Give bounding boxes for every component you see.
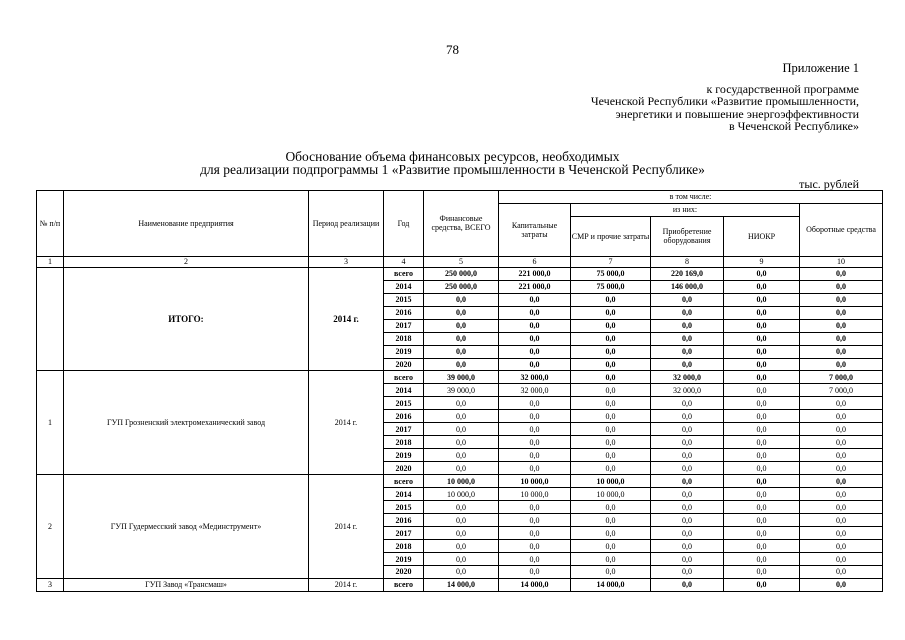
page-number: 78 — [446, 42, 459, 57]
value-cell: 10 000,0 — [424, 475, 499, 488]
year-cell: 2015 — [384, 397, 424, 410]
value-cell: 0,0 — [800, 319, 883, 332]
value-cell: 0,0 — [724, 488, 800, 501]
header-of-which: из них: — [571, 203, 800, 216]
value-cell: 0,0 — [424, 410, 499, 423]
enterprise-name: ГУП Завод «Трансмаш» — [64, 578, 309, 591]
table-row — [37, 371, 883, 384]
value-cell: 0,0 — [571, 410, 651, 423]
value-cell: 0,0 — [724, 566, 800, 579]
value-cell: 0,0 — [424, 553, 499, 566]
value-cell: 0,0 — [800, 410, 883, 423]
value-cell: 0,0 — [724, 293, 800, 306]
value-cell: 0,0 — [571, 436, 651, 449]
row-number: 3 — [37, 578, 64, 591]
header-niokr: НИОКР — [724, 216, 800, 256]
value-cell: 0,0 — [724, 527, 800, 540]
value-cell: 0,0 — [724, 345, 800, 358]
value-cell: 7 000,0 — [800, 384, 883, 397]
value-cell: 0,0 — [800, 501, 883, 514]
year-cell: всего — [384, 578, 424, 591]
value-cell: 0,0 — [651, 436, 724, 449]
value-cell: 0,0 — [800, 306, 883, 319]
value-cell: 0,0 — [571, 397, 651, 410]
value-cell: 0,0 — [800, 578, 883, 591]
year-cell: 2014 — [384, 280, 424, 293]
value-cell: 0,0 — [499, 501, 571, 514]
value-cell: 14 000,0 — [424, 578, 499, 591]
value-cell: 0,0 — [651, 332, 724, 345]
header-name: Наименование предприятия — [64, 191, 309, 257]
year-cell: всего — [384, 267, 424, 280]
value-cell: 10 000,0 — [424, 488, 499, 501]
value-cell: 0,0 — [424, 332, 499, 345]
year-cell: 2020 — [384, 358, 424, 371]
value-cell: 0,0 — [499, 319, 571, 332]
value-cell: 0,0 — [571, 527, 651, 540]
value-cell: 250 000,0 — [424, 280, 499, 293]
year-cell: 2016 — [384, 410, 424, 423]
value-cell: 0,0 — [800, 397, 883, 410]
value-cell: 0,0 — [424, 501, 499, 514]
value-cell: 0,0 — [571, 462, 651, 475]
year-cell: 2020 — [384, 566, 424, 579]
period-cell: 2014 г. — [309, 267, 384, 371]
appendix-note — [591, 62, 859, 133]
value-cell: 32 000,0 — [651, 384, 724, 397]
value-cell: 0,0 — [651, 358, 724, 371]
value-cell: 0,0 — [724, 397, 800, 410]
value-cell: 0,0 — [571, 449, 651, 462]
value-cell: 0,0 — [800, 267, 883, 280]
enterprise-name: ГУП Грозненский электромеханический завод — [64, 371, 309, 475]
year-cell: 2016 — [384, 514, 424, 527]
value-cell: 0,0 — [571, 293, 651, 306]
column-number: 1 — [37, 256, 64, 267]
value-cell: 0,0 — [800, 462, 883, 475]
value-cell: 0,0 — [800, 436, 883, 449]
header-working: Оборотные средства — [800, 203, 883, 256]
value-cell: 0,0 — [724, 501, 800, 514]
value-cell: 220 169,0 — [651, 267, 724, 280]
value-cell: 0,0 — [651, 488, 724, 501]
value-cell: 32 000,0 — [651, 371, 724, 384]
column-number: 7 — [571, 256, 651, 267]
header-capital: Капитальные затраты — [499, 203, 571, 256]
value-cell: 0,0 — [800, 553, 883, 566]
value-cell: 0,0 — [571, 345, 651, 358]
value-cell: 0,0 — [424, 397, 499, 410]
value-cell: 0,0 — [651, 449, 724, 462]
year-cell: 2017 — [384, 527, 424, 540]
value-cell: 75 000,0 — [571, 280, 651, 293]
appendix-line: Чеченской Республики «Развитие промышленности, — [590, 94, 859, 108]
header-num: № п/п — [37, 191, 64, 257]
value-cell: 0,0 — [651, 553, 724, 566]
column-number: 9 — [724, 256, 800, 267]
value-cell: 0,0 — [800, 280, 883, 293]
value-cell: 0,0 — [424, 423, 499, 436]
value-cell: 0,0 — [571, 566, 651, 579]
value-cell: 146 000,0 — [651, 280, 724, 293]
year-cell: 2015 — [384, 293, 424, 306]
value-cell: 39 000,0 — [424, 371, 499, 384]
value-cell: 0,0 — [424, 345, 499, 358]
value-cell: 0,0 — [724, 280, 800, 293]
value-cell: 0,0 — [424, 462, 499, 475]
value-cell: 0,0 — [499, 358, 571, 371]
value-cell: 0,0 — [800, 449, 883, 462]
value-cell: 0,0 — [571, 371, 651, 384]
value-cell: 0,0 — [424, 306, 499, 319]
value-cell: 0,0 — [499, 436, 571, 449]
column-number: 2 — [64, 256, 309, 267]
header-including: в том числе: — [499, 191, 883, 204]
column-number: 4 — [384, 256, 424, 267]
value-cell: 32 000,0 — [499, 371, 571, 384]
value-cell: 0,0 — [724, 410, 800, 423]
value-cell: 0,0 — [724, 436, 800, 449]
value-cell: 0,0 — [724, 553, 800, 566]
value-cell: 7 000,0 — [800, 371, 883, 384]
value-cell: 0,0 — [800, 566, 883, 579]
year-cell: 2019 — [384, 345, 424, 358]
value-cell: 0,0 — [499, 540, 571, 553]
value-cell: 0,0 — [724, 423, 800, 436]
value-cell: 0,0 — [499, 293, 571, 306]
header-period: Период реализации — [309, 191, 384, 257]
value-cell: 0,0 — [724, 319, 800, 332]
value-cell: 0,0 — [651, 293, 724, 306]
value-cell: 0,0 — [724, 514, 800, 527]
header-equipment: Приобретение оборудования — [651, 216, 724, 256]
value-cell: 0,0 — [800, 540, 883, 553]
header-year: Год — [384, 191, 424, 257]
year-cell: 2020 — [384, 462, 424, 475]
row-number: 1 — [37, 371, 64, 475]
year-cell: 2017 — [384, 423, 424, 436]
table-row — [37, 578, 883, 591]
period-cell: 2014 г. — [309, 475, 384, 579]
appendix-line: в Чеченской Республике» — [728, 119, 859, 133]
value-cell: 0,0 — [651, 306, 724, 319]
value-cell: 0,0 — [424, 540, 499, 553]
value-cell: 32 000,0 — [499, 384, 571, 397]
value-cell: 39 000,0 — [424, 384, 499, 397]
period-cell: 2014 г. — [309, 578, 384, 591]
value-cell: 0,0 — [651, 578, 724, 591]
year-cell: 2016 — [384, 306, 424, 319]
value-cell: 10 000,0 — [499, 488, 571, 501]
units-label: тыс. рублей — [799, 177, 859, 191]
value-cell: 0,0 — [724, 475, 800, 488]
column-number: 8 — [651, 256, 724, 267]
value-cell: 14 000,0 — [571, 578, 651, 591]
value-cell: 0,0 — [424, 358, 499, 371]
value-cell: 0,0 — [651, 410, 724, 423]
appendix-line: к государственной программе — [706, 81, 859, 96]
value-cell: 0,0 — [651, 501, 724, 514]
table-row — [37, 475, 883, 488]
value-cell: 0,0 — [424, 527, 499, 540]
value-cell: 0,0 — [800, 332, 883, 345]
value-cell: 0,0 — [724, 267, 800, 280]
value-cell: 0,0 — [800, 293, 883, 306]
year-cell: 2019 — [384, 553, 424, 566]
value-cell: 14 000,0 — [499, 578, 571, 591]
document-title — [0, 150, 905, 176]
value-cell: 0,0 — [800, 423, 883, 436]
row-number: 2 — [37, 475, 64, 579]
value-cell: 0,0 — [724, 462, 800, 475]
value-cell: 0,0 — [724, 449, 800, 462]
value-cell: 0,0 — [651, 397, 724, 410]
year-cell: 2014 — [384, 488, 424, 501]
value-cell: 0,0 — [724, 332, 800, 345]
header-total: Финансовые средства, ВСЕГО — [424, 191, 499, 257]
value-cell: 0,0 — [724, 358, 800, 371]
finance-table — [36, 190, 883, 592]
column-number: 6 — [499, 256, 571, 267]
value-cell: 0,0 — [571, 423, 651, 436]
value-cell: 0,0 — [499, 306, 571, 319]
value-cell: 0,0 — [651, 540, 724, 553]
value-cell: 0,0 — [651, 475, 724, 488]
value-cell: 0,0 — [424, 319, 499, 332]
year-cell: 2017 — [384, 319, 424, 332]
value-cell: 0,0 — [571, 540, 651, 553]
value-cell: 221 000,0 — [499, 280, 571, 293]
value-cell: 0,0 — [499, 397, 571, 410]
value-cell: 0,0 — [651, 345, 724, 358]
value-cell: 0,0 — [499, 449, 571, 462]
value-cell: 0,0 — [724, 540, 800, 553]
value-cell: 0,0 — [571, 319, 651, 332]
value-cell: 0,0 — [800, 345, 883, 358]
value-cell: 0,0 — [571, 553, 651, 566]
value-cell: 0,0 — [424, 449, 499, 462]
value-cell: 0,0 — [499, 553, 571, 566]
value-cell: 250 000,0 — [424, 267, 499, 280]
value-cell: 0,0 — [499, 566, 571, 579]
title-line-1: Обоснование объема финансовых ресурсов, необходимых — [285, 149, 620, 164]
value-cell: 0,0 — [499, 332, 571, 345]
value-cell: 0,0 — [571, 306, 651, 319]
column-number: 3 — [309, 256, 384, 267]
value-cell: 0,0 — [424, 566, 499, 579]
value-cell: 0,0 — [499, 423, 571, 436]
year-cell: 2014 — [384, 384, 424, 397]
value-cell: 0,0 — [651, 566, 724, 579]
row-number — [37, 267, 64, 371]
column-number: 10 — [800, 256, 883, 267]
value-cell: 0,0 — [724, 578, 800, 591]
value-cell: 0,0 — [651, 514, 724, 527]
value-cell: 0,0 — [800, 527, 883, 540]
value-cell: 0,0 — [724, 384, 800, 397]
value-cell: 0,0 — [800, 488, 883, 501]
value-cell: 0,0 — [499, 514, 571, 527]
value-cell: 0,0 — [651, 319, 724, 332]
year-cell: всего — [384, 475, 424, 488]
header-smr: СМР и прочие затраты — [571, 216, 651, 256]
value-cell: 0,0 — [800, 475, 883, 488]
value-cell: 221 000,0 — [499, 267, 571, 280]
table-row — [37, 267, 883, 280]
value-cell: 0,0 — [571, 384, 651, 397]
value-cell: 0,0 — [424, 293, 499, 306]
value-cell: 0,0 — [499, 410, 571, 423]
year-cell: 2018 — [384, 436, 424, 449]
value-cell: 0,0 — [651, 462, 724, 475]
enterprise-name: ГУП Гудермесский завод «Мединструмент» — [64, 475, 309, 579]
year-cell: 2019 — [384, 449, 424, 462]
appendix-title: Приложение 1 — [782, 61, 859, 75]
title-line-2: для реализации подпрограммы 1 «Развитие промышленности в Чеченской Республике» — [200, 162, 705, 177]
value-cell: 0,0 — [651, 527, 724, 540]
value-cell: 10 000,0 — [499, 475, 571, 488]
value-cell: 0,0 — [424, 514, 499, 527]
value-cell: 0,0 — [651, 423, 724, 436]
value-cell: 0,0 — [499, 345, 571, 358]
enterprise-name: ИТОГО: — [64, 267, 309, 371]
value-cell: 0,0 — [424, 436, 499, 449]
year-cell: 2018 — [384, 540, 424, 553]
period-cell: 2014 г. — [309, 371, 384, 475]
value-cell: 0,0 — [800, 358, 883, 371]
value-cell: 0,0 — [571, 332, 651, 345]
value-cell: 0,0 — [800, 514, 883, 527]
year-cell: 2018 — [384, 332, 424, 345]
value-cell: 0,0 — [571, 358, 651, 371]
value-cell: 0,0 — [499, 462, 571, 475]
value-cell: 10 000,0 — [571, 475, 651, 488]
value-cell: 0,0 — [724, 371, 800, 384]
year-cell: 2015 — [384, 501, 424, 514]
value-cell: 0,0 — [571, 501, 651, 514]
value-cell: 10 000,0 — [571, 488, 651, 501]
year-cell: всего — [384, 371, 424, 384]
value-cell: 0,0 — [571, 514, 651, 527]
value-cell: 0,0 — [724, 306, 800, 319]
appendix-line: энергетики и повышение энергоэффективности — [615, 106, 859, 121]
value-cell: 75 000,0 — [571, 267, 651, 280]
column-number: 5 — [424, 256, 499, 267]
value-cell: 0,0 — [499, 527, 571, 540]
